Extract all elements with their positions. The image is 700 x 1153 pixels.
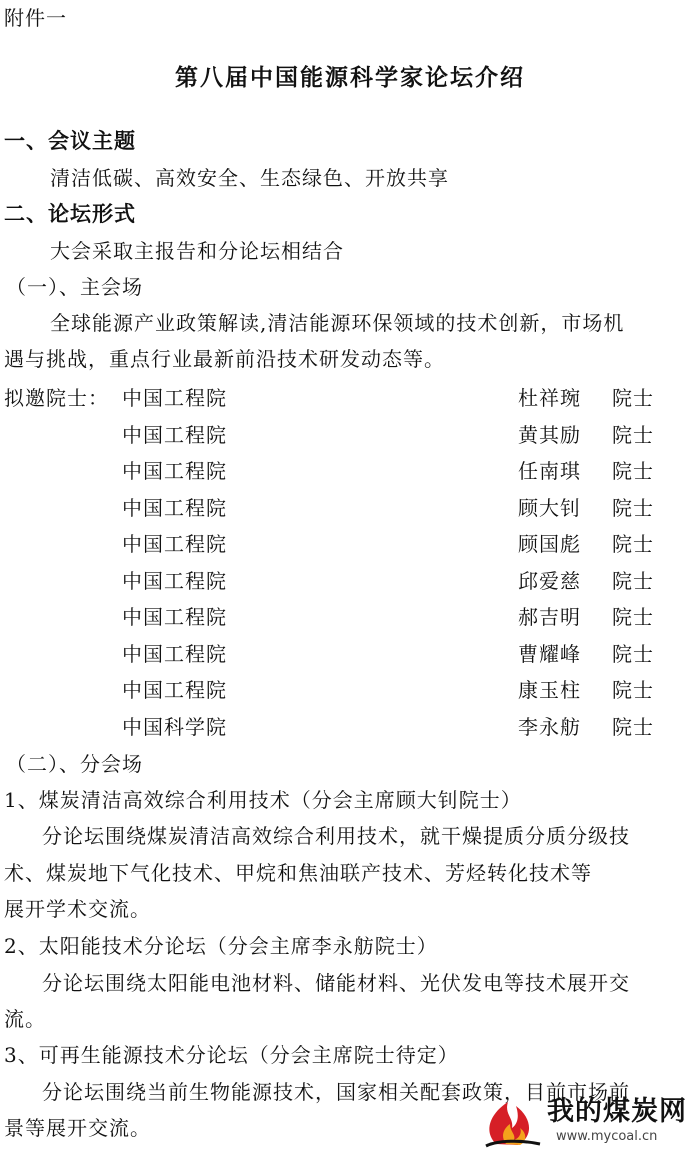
academicians-label: 拟邀院士： — [4, 386, 109, 410]
main-venue-paragraph-line-1: 全球能源产业政策解读,清洁能源环保领域的技术创新，市场机 — [50, 311, 625, 335]
section-2-text: 大会采取主报告和分论坛相结合 — [50, 239, 344, 263]
academician-name: 郝吉明 — [518, 605, 581, 629]
main-venue-heading: （一）、主会场 — [6, 275, 143, 299]
attachment-label: 附件一 — [4, 6, 67, 30]
academician-name: 曹耀峰 — [518, 642, 581, 666]
academician-title: 院士 — [612, 569, 654, 593]
academician-institution: 中国工程院 — [122, 459, 227, 483]
sub-forum-3-title: 3、可再生能源技术分论坛（分会主席院士待定） — [4, 1043, 459, 1067]
main-venue-paragraph-line-2: 遇与挑战，重点行业最新前沿技术研发动态等。 — [4, 347, 445, 371]
academician-institution: 中国工程院 — [122, 642, 227, 666]
sub-forum-1-title: 1、煤炭清洁高效综合利用技术（分会主席顾大钊院士） — [4, 788, 522, 812]
watermark-brand: 我的煤炭网 — [547, 1096, 687, 1127]
academician-name: 任南琪 — [518, 459, 581, 483]
academician-institution: 中国工程院 — [122, 605, 227, 629]
site-watermark — [478, 1094, 700, 1149]
academician-title: 院士 — [612, 459, 654, 483]
academician-institution: 中国科学院 — [122, 715, 227, 739]
academician-name: 邱爱慈 — [518, 569, 581, 593]
academician-institution: 中国工程院 — [122, 678, 227, 702]
section-1-heading: 一、会议主题 — [4, 129, 136, 153]
flame-logo-icon — [478, 1094, 548, 1149]
sub-venue-heading: （二）、分会场 — [6, 752, 143, 776]
academician-title: 院士 — [612, 423, 654, 447]
academician-title: 院士 — [612, 678, 654, 702]
academician-title: 院士 — [612, 605, 654, 629]
sub-forum-1-text-line-3: 展开学术交流。 — [4, 897, 151, 921]
sub-forum-1-text-line-2: 术、煤炭地下气化技术、甲烷和焦油联产技术、芳烃转化技术等 — [4, 861, 592, 885]
sub-forum-3-text-line-2: 景等展开交流。 — [4, 1116, 151, 1140]
document-title: 第八届中国能源科学家论坛介绍 — [175, 65, 525, 91]
academician-institution: 中国工程院 — [122, 532, 227, 556]
academician-title: 院士 — [612, 715, 654, 739]
sub-forum-2-text-line-1: 分论坛围绕太阳能电池材料、储能材料、光伏发电等技术展开交 — [42, 971, 630, 995]
academician-name: 顾大钊 — [518, 496, 581, 520]
academician-name: 康玉柱 — [518, 678, 581, 702]
section-2-heading: 二、论坛形式 — [4, 202, 136, 226]
sub-forum-3-text-line-1: 分论坛围绕当前生物能源技术，国家相关配套政策，目前市场前 — [42, 1080, 630, 1104]
academician-institution: 中国工程院 — [122, 423, 227, 447]
academician-name: 顾国彪 — [518, 532, 581, 556]
academician-title: 院士 — [612, 532, 654, 556]
watermark-url: www.mycoal.cn — [556, 1129, 658, 1144]
sub-forum-2-text-line-2: 流。 — [4, 1007, 46, 1031]
sub-forum-2-title: 2、太阳能技术分论坛（分会主席李永舫院士） — [4, 934, 438, 958]
academician-title: 院士 — [612, 642, 654, 666]
academician-institution: 中国工程院 — [122, 496, 227, 520]
academician-name: 杜祥琬 — [518, 386, 581, 410]
academician-institution: 中国工程院 — [122, 386, 227, 410]
sub-forum-1-text-line-1: 分论坛围绕煤炭清洁高效综合利用技术，就干燥提质分质分级技 — [42, 824, 630, 848]
academician-title: 院士 — [612, 386, 654, 410]
academician-name: 李永舫 — [518, 715, 581, 739]
academician-institution: 中国工程院 — [122, 569, 227, 593]
academician-title: 院士 — [612, 496, 654, 520]
section-1-text: 清洁低碳、高效安全、生态绿色、开放共享 — [50, 166, 449, 190]
academician-name: 黄其励 — [518, 423, 581, 447]
